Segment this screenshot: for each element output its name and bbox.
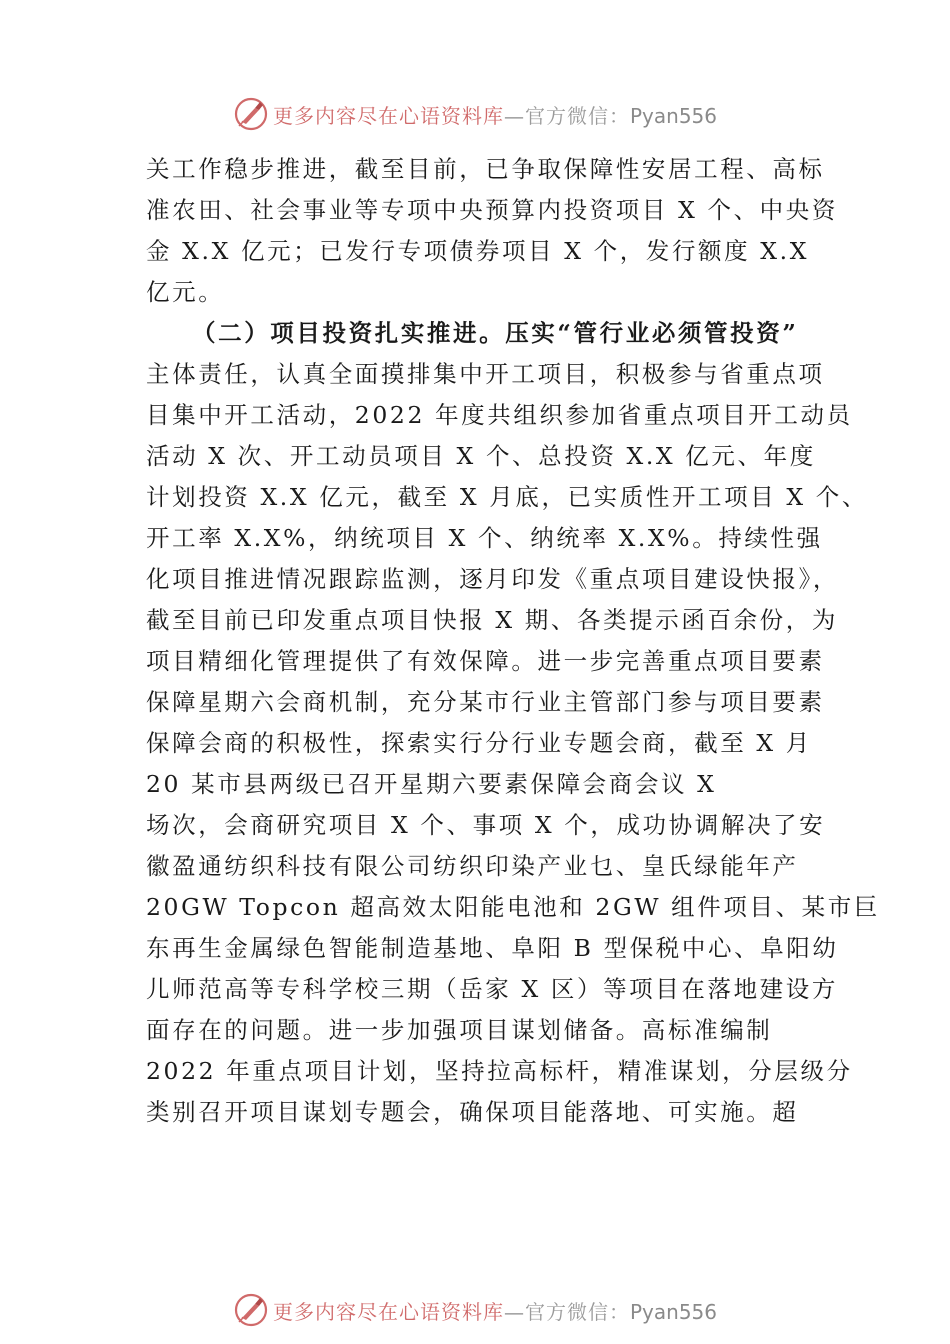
body-line: 儿师范高等专科学校三期（岳家 X 区）等项目在落地建设方	[146, 975, 838, 1003]
body-line: 准农田、社会事业等专项中央预算内投资项目 X 个、中央资	[146, 196, 838, 224]
footer-subtitle: 官方微信：	[524, 1299, 630, 1324]
header-brand: 更多内容尽在心语资料库	[272, 103, 504, 128]
footer-brand: 更多内容尽在心语资料库	[272, 1299, 504, 1324]
body-line: 项目精细化管理提供了有效保障。进一步完善重点项目要素	[146, 647, 825, 675]
header-separator: —	[503, 103, 525, 128]
body-line: 20 某市县两级已召开星期六要素保障会商会议 X	[146, 770, 717, 798]
body-line: 保障星期六会商机制，充分某市行业主管部门参与项目要素	[146, 688, 825, 716]
body-line: 2022 年重点项目计划，坚持拉高标杆，精准谋划，分层级分	[146, 1057, 853, 1085]
body-line: 活动 X 次、开工动员项目 X 个、总投资 X.X 亿元、年度	[146, 442, 816, 470]
footer-separator: —	[503, 1299, 525, 1324]
body-line: 东再生金属绿色智能制造基地、阜阳 B 型保税中心、阜阳幼	[146, 934, 839, 962]
section-heading-line: （二）项目投资扎实推进。压实“管行业必须管投资”	[192, 319, 799, 347]
body-line: 类别召开项目谋划专题会，确保项目能落地、可实施。超	[146, 1098, 799, 1126]
body-line: 金 X.X 亿元；已发行专项债券项目 X 个，发行额度 X.X	[146, 237, 810, 265]
body-line: 主体责任，认真全面摸排集中开工项目，积极参与省重点项	[146, 360, 825, 388]
body-line: 20GW Topcon 超高效太阳能电池和 2GW 组件项目、某市巨	[146, 893, 880, 921]
body-line: 徽盈通纺织科技有限公司纺织印染产业乜、皇氏绿能年产	[146, 852, 799, 880]
body-line: 保障会商的积极性，探索实行分行业专题会商，截至 X 月	[146, 729, 812, 757]
body-line: 计划投资 X.X 亿元，截至 X 月底，已实质性开工项目 X 个、	[146, 483, 869, 511]
footer-banner-text	[273, 1296, 717, 1325]
header-banner-text	[273, 100, 717, 129]
body-line: 目集中开工活动，2022 年度共组织参加省重点项目开工动员	[146, 401, 853, 429]
header-subtitle: 官方微信：	[524, 103, 630, 128]
pen-logo-icon	[233, 96, 269, 132]
body-line: 截至目前已印发重点项目快报 X 期、各类提示函百余份，为	[146, 606, 838, 634]
body-line: 关工作稳步推进，截至目前，已争取保障性安居工程、高标	[146, 155, 825, 183]
body-line: 场次，会商研究项目 X 个、事项 X 个，成功协调解决了安	[146, 811, 826, 839]
header-banner	[0, 94, 950, 134]
header-wechat-id: Pyan556	[629, 103, 717, 128]
footer-wechat-id: Pyan556	[629, 1299, 717, 1324]
body-line: 面存在的问题。进一步加强项目谋划储备。高标准编制	[146, 1016, 773, 1044]
footer-banner	[0, 1290, 950, 1330]
body-line: 化项目推进情况跟踪监测，逐月印发《重点项目建设快报》，	[146, 565, 839, 593]
pen-logo-icon	[233, 1292, 269, 1328]
body-line: 亿元。	[146, 278, 225, 306]
body-line: 开工率 X.X%，纳统项目 X 个、纳统率 X.X%。持续性强	[146, 524, 823, 552]
